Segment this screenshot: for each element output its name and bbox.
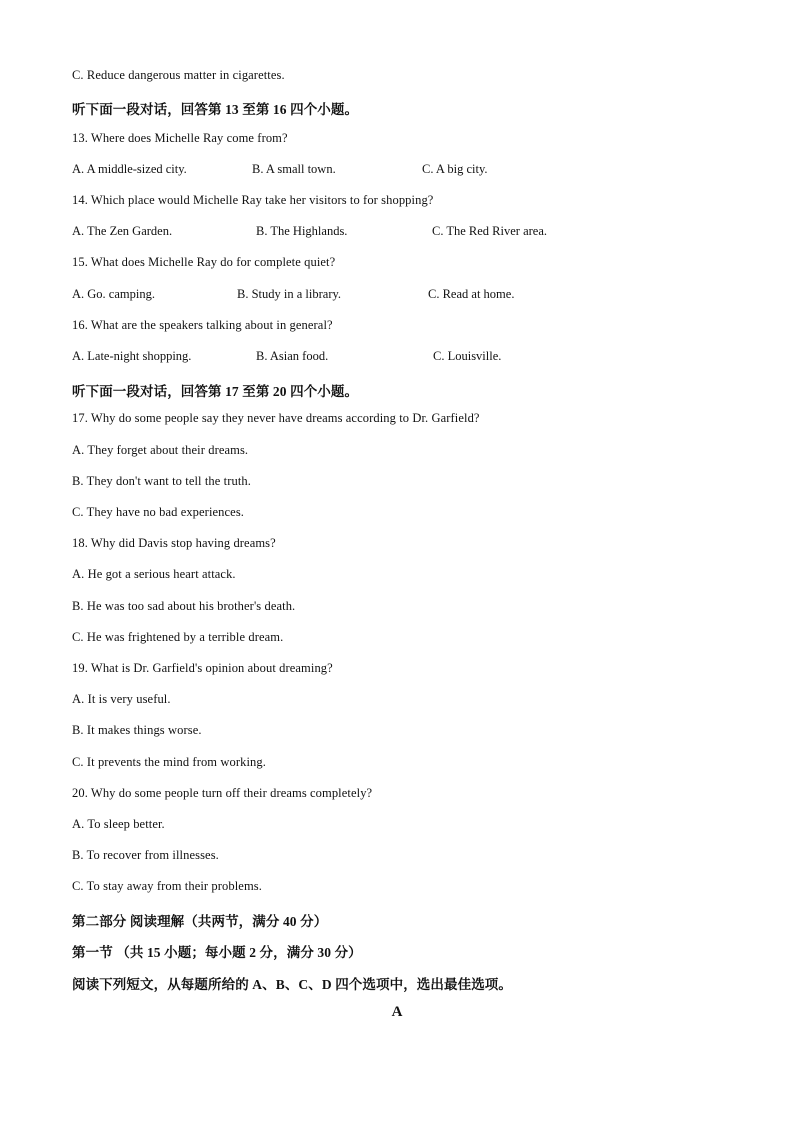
- section-heading-17-20: 听下面一段对话，回答第 17 至第 20 四个小题。: [72, 384, 359, 399]
- q17-option-a: A. They forget about their dreams.: [72, 443, 249, 457]
- q19-option-c: C. It prevents the mind from working.: [72, 755, 266, 769]
- question-15: 15. What does Michelle Ray do for complete quiet?: [72, 255, 336, 269]
- q13-option-a: A. A middle-sized city.: [72, 162, 187, 176]
- q20-option-a: A. To sleep better.: [72, 817, 165, 831]
- q18-option-a: A. He got a serious heart attack.: [72, 567, 236, 581]
- question-17: 17. Why do some people say they never have dreams according to Dr. Garfield?: [72, 411, 480, 425]
- q15-option-b: B. Study in a library.: [237, 287, 342, 301]
- q20-option-c: C. To stay away from their problems.: [72, 879, 262, 893]
- q19-option-a: A. It is very useful.: [72, 692, 171, 706]
- reading-instructions: 阅读下列短文，从每题所给的 A、B、C、D 四个选项中，选出最佳选项。: [72, 977, 513, 992]
- q13-option-b: B. A small town.: [252, 162, 336, 176]
- q16-option-a: A. Late-night shopping.: [72, 349, 192, 363]
- q14-option-a: A. The Zen Garden.: [72, 224, 173, 238]
- question-14: 14. Which place would Michelle Ray take her visitors to for shopping?: [72, 193, 434, 207]
- q15-option-a: A. Go. camping.: [72, 287, 155, 301]
- q15-option-c: C. Read at home.: [428, 287, 515, 301]
- section-heading-13-16: 听下面一段对话，回答第 13 至第 16 四个小题。: [72, 102, 359, 117]
- q16-option-c: C. Louisville.: [433, 349, 502, 363]
- question-18: 18. Why did Davis stop having dreams?: [72, 536, 276, 550]
- q17-option-c: C. They have no bad experiences.: [72, 505, 245, 519]
- q16-option-b: B. Asian food.: [256, 349, 329, 363]
- part-two-heading: 第二部分 阅读理解（共两节，满分 40 分）: [72, 914, 328, 929]
- question-16: 16. What are the speakers talking about in general?: [72, 318, 333, 332]
- q20-option-b: B. To recover from illnesses.: [72, 848, 219, 862]
- q13-option-c: C. A big city.: [422, 162, 488, 176]
- q14-option-b: B. The Highlands.: [256, 224, 348, 238]
- question-20: 20. Why do some people turn off their dreams completely?: [72, 786, 373, 800]
- passage-label: A: [391, 1004, 403, 1020]
- q19-option-b: B. It makes things worse.: [72, 723, 202, 737]
- q12-option-c: C. Reduce dangerous matter in cigarettes.: [72, 68, 285, 82]
- q17-option-b: B. They don't want to tell the truth.: [72, 474, 251, 488]
- q14-option-c: C. The Red River area.: [432, 224, 548, 238]
- section-one-heading: 第一节 （共 15 小题；每小题 2 分，满分 30 分）: [72, 945, 362, 960]
- question-13: 13. Where does Michelle Ray come from?: [72, 131, 288, 145]
- q18-option-c: C. He was frightened by a terrible dream.: [72, 630, 284, 644]
- question-19: 19. What is Dr. Garfield's opinion about dreaming?: [72, 661, 333, 675]
- q18-option-b: B. He was too sad about his brother's death.: [72, 599, 296, 613]
